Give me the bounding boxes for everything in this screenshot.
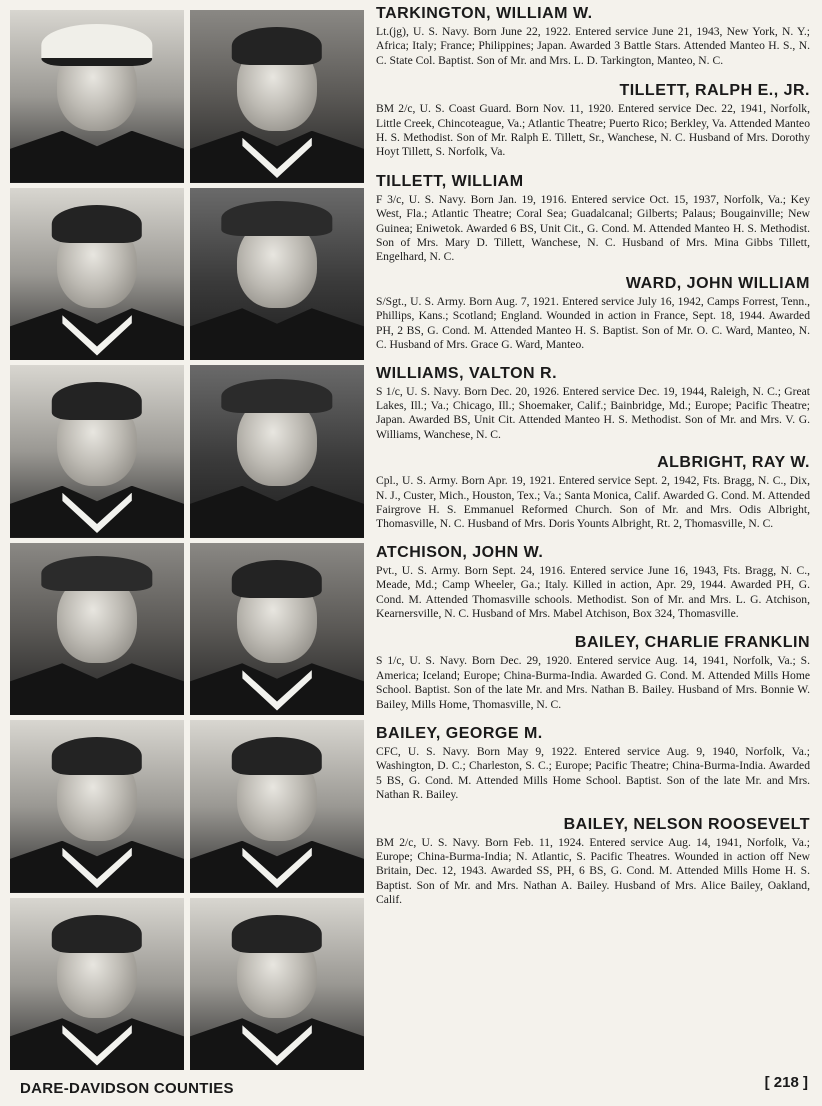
entry-bio: BM 2/c, U. S. Navy. Born Feb. 11, 1924. Entered service Aug. 14, 1941, Norfolk, Va.; Europe; China-Burma-India; N. Atlantic, S. Pacific Theatres. Wounded in action off New Britain, Dec. 12, 1943. Awarded SS, PH, 6 BS, G. Cond. M. Attended Mills Home H. S. Baptist. Son of Mr. and Mrs. Nathan A. Bailey. Husband of Mrs. Alice Bailey, Oakland, Calif. — [376, 835, 810, 907]
officer-cap — [41, 24, 152, 67]
entry-name: BAILEY, GEORGE M. — [376, 725, 543, 742]
page-number: [ 218 ] — [764, 1074, 808, 1091]
entry-atchison — [376, 543, 810, 622]
entry-name: TARKINGTON, WILLIAM W. — [376, 5, 593, 22]
uniform — [190, 486, 364, 538]
portrait-atchison — [10, 543, 184, 716]
portrait-bailey-george — [10, 720, 184, 893]
hair — [232, 737, 322, 775]
portrait-williams — [10, 365, 184, 538]
county-footer: DARE-DAVIDSON COUNTIES — [20, 1080, 234, 1097]
entry-name: BAILEY, NELSON ROOSEVELT — [563, 815, 810, 833]
portrait-tillett-ralph — [190, 10, 364, 183]
hair — [232, 27, 322, 65]
entry-name: BAILEY, CHARLIE FRANKLIN — [574, 634, 810, 652]
entry-bio: F 3/c, U. S. Navy. Born Jan. 19, 1916. Entered service Oct. 15, 1937, Norfolk, Va.; Key West, Fla.; Atlantic Theatre; Coral Sea; Guadalcanal; Gilberts; Palaus; Bougainville; New Guinea; Eniwetok. Awarded 6 BS, Unit Cit., G. Cond. M. Attended Manteo H. S. Methodist. Son of Mrs. Mary D. Tillett, Wanchese, N. C. Husband of Mrs. Mina Gibbs Tillett, Engelhard, N. C. — [376, 192, 810, 264]
army-cap — [221, 201, 332, 236]
hair — [52, 915, 142, 953]
hair — [52, 737, 142, 775]
entry-bio: S/Sgt., U. S. Army. Born Aug. 7, 1921. Entered service July 16, 1942, Camps Forrest, Tenn., Phillips, Kans.; Scotland; England. Wounded in action in France, Sept. 18, 1944. Awarded PH, 2 BS, G. Cond. M. Attended Manteo H. S. Baptist. Son of Mr. O. C. Ward, Manteo, N. C. Husband of Mrs. Grace G. Ward, Manteo. — [376, 294, 810, 352]
entry-bio: Pvt., U. S. Army. Born Sept. 24, 1916. Entered service June 16, 1943, Fts. Bragg, N. C., Meade, Md.; Camp Wheeler, Ga.; Italy. Killed in action, Apr. 29, 1944. Awarded PH, G. Cond. M. Attended Thomasville schools. Methodist. Son of Mr. and Mrs. L. G. Atchison, Kearnersville, N. C. Husband of Mrs. Mabel Atchison, Box 324, Thomasville. — [376, 563, 810, 620]
entry-name: ALBRIGHT, RAY W. — [657, 454, 810, 472]
entry-bio: S 1/c, U. S. Navy. Born Dec. 20, 1926. Entered service Dec. 19, 1944, Raleigh, N. C.; Great Lakes, Ill.; Va.; Chicago, Ill.; Shoemaker, Calif.; Bainbridge, Md.; Europe; Pacific Theatre; Japan. Awarded BS, Unit Cit. Attended Manteo H. S. Methodist. Son of Mr. and Mrs. V. G. Williams, Wanchese, N. C. — [376, 384, 810, 441]
entry-bio: BM 2/c, U. S. Coast Guard. Born Nov. 11, 1920. Entered service Dec. 22, 1941, Norfolk, Little Creek, Chincoteague, Va.; Atlantic Theatre; Puerto Rico; Berkley, Va. Attended Manteo H. S. Methodist. Son of Mr. Ralph E. Tillett, Sr., Wanchese, N. C. Husband of Mrs. Dorothy Hoyt Tillett, S. Norfolk, Va. — [376, 102, 810, 159]
entry-name: ATCHISON, JOHN W. — [376, 543, 544, 561]
entry-bio: S 1/c, U. S. Navy. Born Dec. 29, 1920. Entered service Aug. 14, 1941, Norfolk, Va.; S. America; Iceland; Europe; China-Burma-India. Awarded G. Cond. M. Attended Mills Home School. Baptist. Son of the late Mr. and Mrs. Nathan B. Bailey. Husband of Mrs. Bonnie W. Bailey, Mills Home, Thomasville, N. C. — [376, 654, 810, 711]
portrait-albright — [190, 365, 364, 538]
entry-bio: Lt.(jg), U. S. Navy. Born June 22, 1922. Entered service June 21, 1943, New York, N. Y.; Africa; Italy; France; Philippines; Japan. Awarded 3 Battle Stars. Attended Manteo H. S., N. C. State Col. Baptist. Son of Mr. and Mrs. L. D. Tarkington, Manteo, N. C. — [376, 25, 810, 67]
entry-name: WILLIAMS, VALTON R. — [376, 364, 558, 382]
army-cap — [221, 379, 332, 414]
uniform — [190, 308, 364, 360]
portrait-tarkington — [10, 10, 184, 183]
portrait-bailey-charlie — [190, 543, 364, 716]
biography-column — [376, 4, 810, 908]
entry-name: TILLETT, WILLIAM — [376, 172, 524, 190]
portrait-ward — [190, 188, 364, 361]
entry-bio: CFC, U. S. Navy. Born May 9, 1922. Entered service Aug. 9, 1940, Norfolk, Va.; Washington, D. C.; Charleston, S. C.; Europe; Pacific Theatre; China-Burma-India. Awarded 5 BS, G. Cond. M. Attended Mills Home School. Baptist. Son of the late Mr. and Mrs. Nathan R. Bailey. — [376, 745, 810, 802]
entry-tillett-ralph — [376, 81, 810, 160]
entry-williams — [376, 364, 810, 443]
uniform — [10, 131, 184, 183]
hair — [52, 205, 142, 243]
garrison-cap — [41, 556, 152, 591]
hair — [52, 382, 142, 420]
uniform — [10, 663, 184, 715]
hair — [232, 915, 322, 953]
portrait-tillett-william — [10, 188, 184, 361]
entry-tillett-william — [376, 172, 810, 265]
entry-ward — [376, 274, 810, 353]
entry-bailey-nelson — [376, 815, 810, 908]
entry-bailey-george — [376, 724, 810, 803]
entry-name: WARD, JOHN WILLIAM — [625, 274, 810, 292]
portrait-grid — [10, 10, 364, 1070]
portrait-extra-2 — [190, 898, 364, 1071]
entry-bio: Cpl., U. S. Army. Born Apr. 19, 1921. Entered service Sept. 2, 1942, Fts. Bragg, N. C., Dix, N. J., Custer, Mich., Houston, Tex.; Va.; Santa Monica, Calif. Awarded G. Cond. M. Attended Fairgrove H. S. Emmanuel Reformed Church. Son of Mr. and Mrs. Odis Albright, Thomasville, N. C. Husband of Mrs. Doris Younts Albright, Rt. 2, Thomasville, N. C. — [376, 474, 810, 531]
entry-tarkington — [376, 4, 810, 68]
hair — [232, 560, 322, 598]
entry-bailey-charlie — [376, 633, 810, 712]
portrait-extra-1 — [10, 898, 184, 1071]
entry-albright — [376, 453, 810, 532]
portrait-bailey-nelson — [190, 720, 364, 893]
entry-name: TILLETT, RALPH E., JR. — [619, 82, 810, 100]
